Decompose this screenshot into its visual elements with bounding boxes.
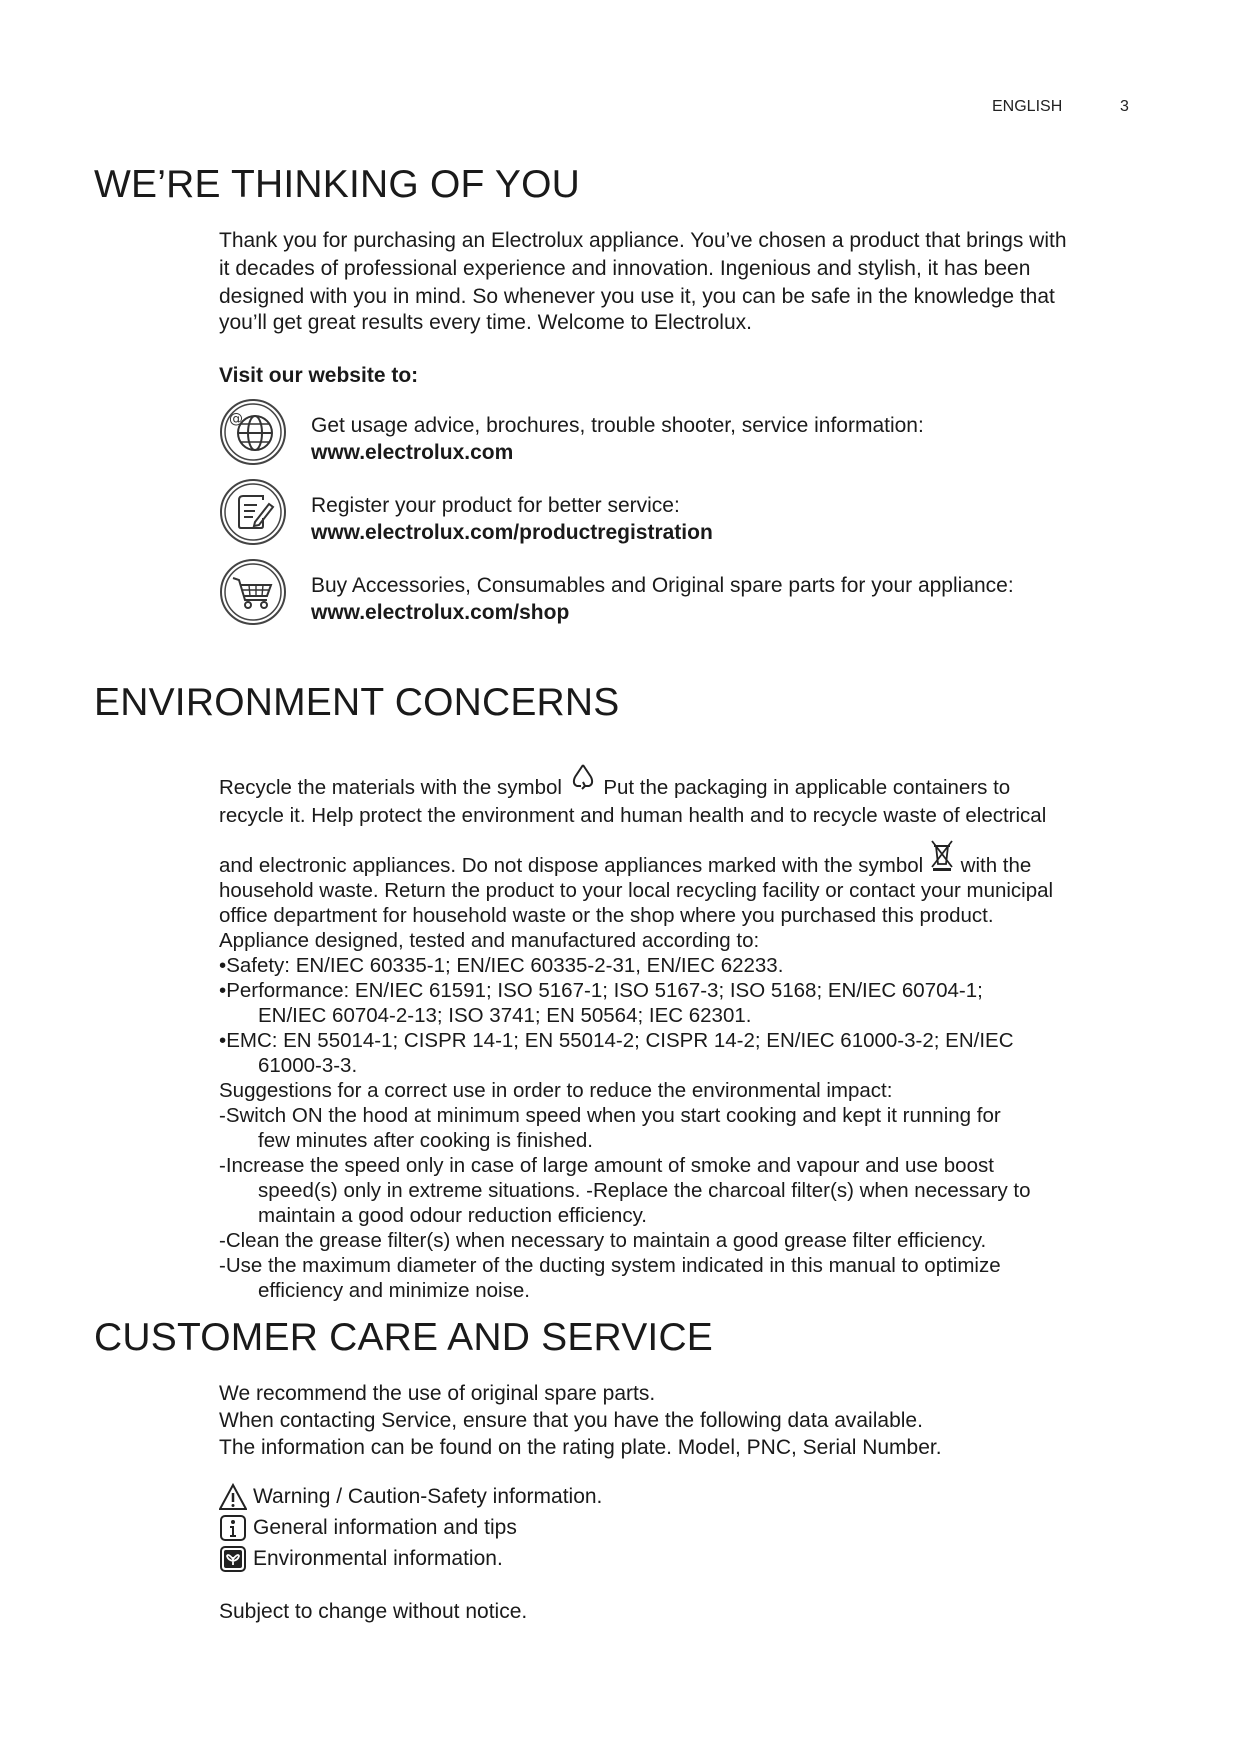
website-row-register: [219, 478, 1139, 548]
recycle-text: with the: [960, 854, 1032, 877]
list-item-text: few minutes after cooking is finished.: [258, 1129, 593, 1152]
svg-text:@: @: [229, 411, 243, 427]
list-item: [219, 978, 1149, 1028]
info-icon: [219, 1514, 247, 1542]
website-row-support: [219, 398, 1139, 468]
intro-line: it decades of professional experience and innovation. Ingenious and stylish, it has been: [219, 257, 1031, 280]
list-item: [219, 1253, 1149, 1303]
intro-line: designed with you in mind. So whenever you use it, you can be safe in the knowledge that: [219, 285, 1055, 308]
customer-text: [219, 1380, 1139, 1461]
symbol-legend: [219, 1481, 602, 1574]
legend-text: Environmental information.: [253, 1547, 503, 1570]
page-number: 3: [1120, 98, 1129, 115]
section-title-thinking: WE’RE THINKING OF YOU: [94, 163, 580, 206]
customer-line: When contacting Service, ensure that you have the following data available.: [219, 1409, 923, 1432]
environment-icon: [219, 1545, 247, 1573]
warning-icon: [219, 1483, 247, 1511]
list-item-text: Clean the grease filter(s) when necessary to maintain a good grease filter efficiency.: [225, 1229, 987, 1252]
bullet-marker: •: [219, 1029, 227, 1052]
cart-icon: [219, 558, 287, 626]
recycle-text: Recycle the materials with the symbol: [219, 776, 562, 799]
website-description: Get usage advice, brochures, trouble shooter, service information:: [311, 414, 924, 437]
list-item-text: maintain a good odour reduction efficiency.: [258, 1204, 647, 1227]
website-link[interactable]: www.electrolux.com/productregistration: [311, 521, 713, 544]
list-item-text: Increase the speed only in case of large amount of smoke and vapour and use boost: [225, 1154, 994, 1177]
website-link[interactable]: www.electrolux.com: [311, 441, 514, 464]
intro-line: you’ll get great results every time. Welcome to Electrolux.: [219, 311, 752, 334]
recycle-text: office department for household waste or the shop where you purchased this product.: [219, 904, 994, 927]
dash-marker: -: [219, 1229, 226, 1252]
section-title-customer: CUSTOMER CARE AND SERVICE: [94, 1316, 714, 1359]
list-item: [219, 953, 1149, 978]
website-row-shop: [219, 558, 1139, 628]
customer-line: The information can be found on the rating plate. Model, PNC, Serial Number.: [219, 1436, 942, 1459]
legend-row: [219, 1543, 602, 1574]
list-item-text: efficiency and minimize noise.: [258, 1279, 530, 1302]
footer-note: Subject to change without notice.: [219, 1600, 528, 1623]
legend-text: Warning / Caution-Safety information.: [253, 1485, 603, 1508]
legend-row: [219, 1481, 602, 1512]
recycle-icon: [568, 762, 598, 792]
list-item: [219, 1228, 1149, 1253]
language-label: ENGLISH: [992, 98, 1063, 115]
globe-icon: [219, 398, 287, 466]
website-description: Buy Accessories, Consumables and Original spare parts for your appliance:: [311, 574, 1014, 597]
customer-line: We recommend the use of original spare parts.: [219, 1382, 656, 1405]
list-item-text: Switch ON the hood at minimum speed when you start cooking and kept it running for: [225, 1104, 1001, 1127]
legend-text: General information and tips: [253, 1516, 517, 1539]
suggestions-list: [219, 1103, 1149, 1303]
legend-row: [219, 1512, 602, 1543]
list-item-text: Use the maximum diameter of the ducting system indicated in this manual to optimize: [225, 1254, 1001, 1277]
list-item-text: EN/IEC 60704-2-13; ISO 3741; EN 50564; IEC 62301.: [258, 1004, 752, 1027]
environment-text: [219, 762, 1149, 1303]
dash-marker: -: [219, 1154, 226, 1177]
recycle-text: and electronic appliances. Do not dispose appliances marked with the symbol: [219, 854, 924, 877]
bullet-marker: •: [219, 954, 227, 977]
recycle-text: Put the packaging in applicable containers to: [603, 776, 1011, 799]
website-description: Register your product for better service:: [311, 494, 680, 517]
list-item: [219, 1028, 1149, 1078]
designed-text: Appliance designed, tested and manufactured according to:: [219, 929, 760, 952]
list-item-text: Safety: EN/IEC 60335-1; EN/IEC 60335-2-31, EN/IEC 62233.: [226, 954, 784, 977]
dash-marker: -: [219, 1254, 226, 1277]
visit-heading: Visit our website to:: [219, 364, 419, 387]
list-item-text: speed(s) only in extreme situations. -Replace the charcoal filter(s) when necessary to: [258, 1179, 1031, 1202]
list-item: [219, 1103, 1149, 1153]
crossed-bin-icon: [929, 838, 955, 872]
list-item-text: Performance: EN/IEC 61591; ISO 5167-1; ISO 5167-3; ISO 5168; EN/IEC 60704-1;: [226, 979, 983, 1002]
intro-line: Thank you for purchasing an Electrolux appliance. You’ve chosen a product that brings with: [219, 229, 1067, 252]
bullet-marker: •: [219, 979, 227, 1002]
section-title-environment: ENVIRONMENT CONCERNS: [94, 681, 620, 724]
register-icon: [219, 478, 287, 546]
list-item-text: 61000-3-3.: [258, 1054, 358, 1077]
intro-paragraph: [219, 227, 1139, 337]
standards-list: [219, 953, 1149, 1078]
suggestions-text: Suggestions for a correct use in order to reduce the environmental impact:: [219, 1079, 893, 1102]
dash-marker: -: [219, 1104, 226, 1127]
website-link[interactable]: www.electrolux.com/shop: [311, 601, 570, 624]
list-item-text: EMC: EN 55014-1; CISPR 14-1; EN 55014-2; CISPR 14-2; EN/IEC 61000-3-2; EN/IEC: [226, 1029, 1014, 1052]
recycle-text: recycle it. Help protect the environment and human health and to recycle waste of electrical: [219, 804, 1047, 827]
list-item: [219, 1153, 1149, 1228]
recycle-text: household waste. Return the product to your local recycling facility or contact your municipal: [219, 879, 1054, 902]
